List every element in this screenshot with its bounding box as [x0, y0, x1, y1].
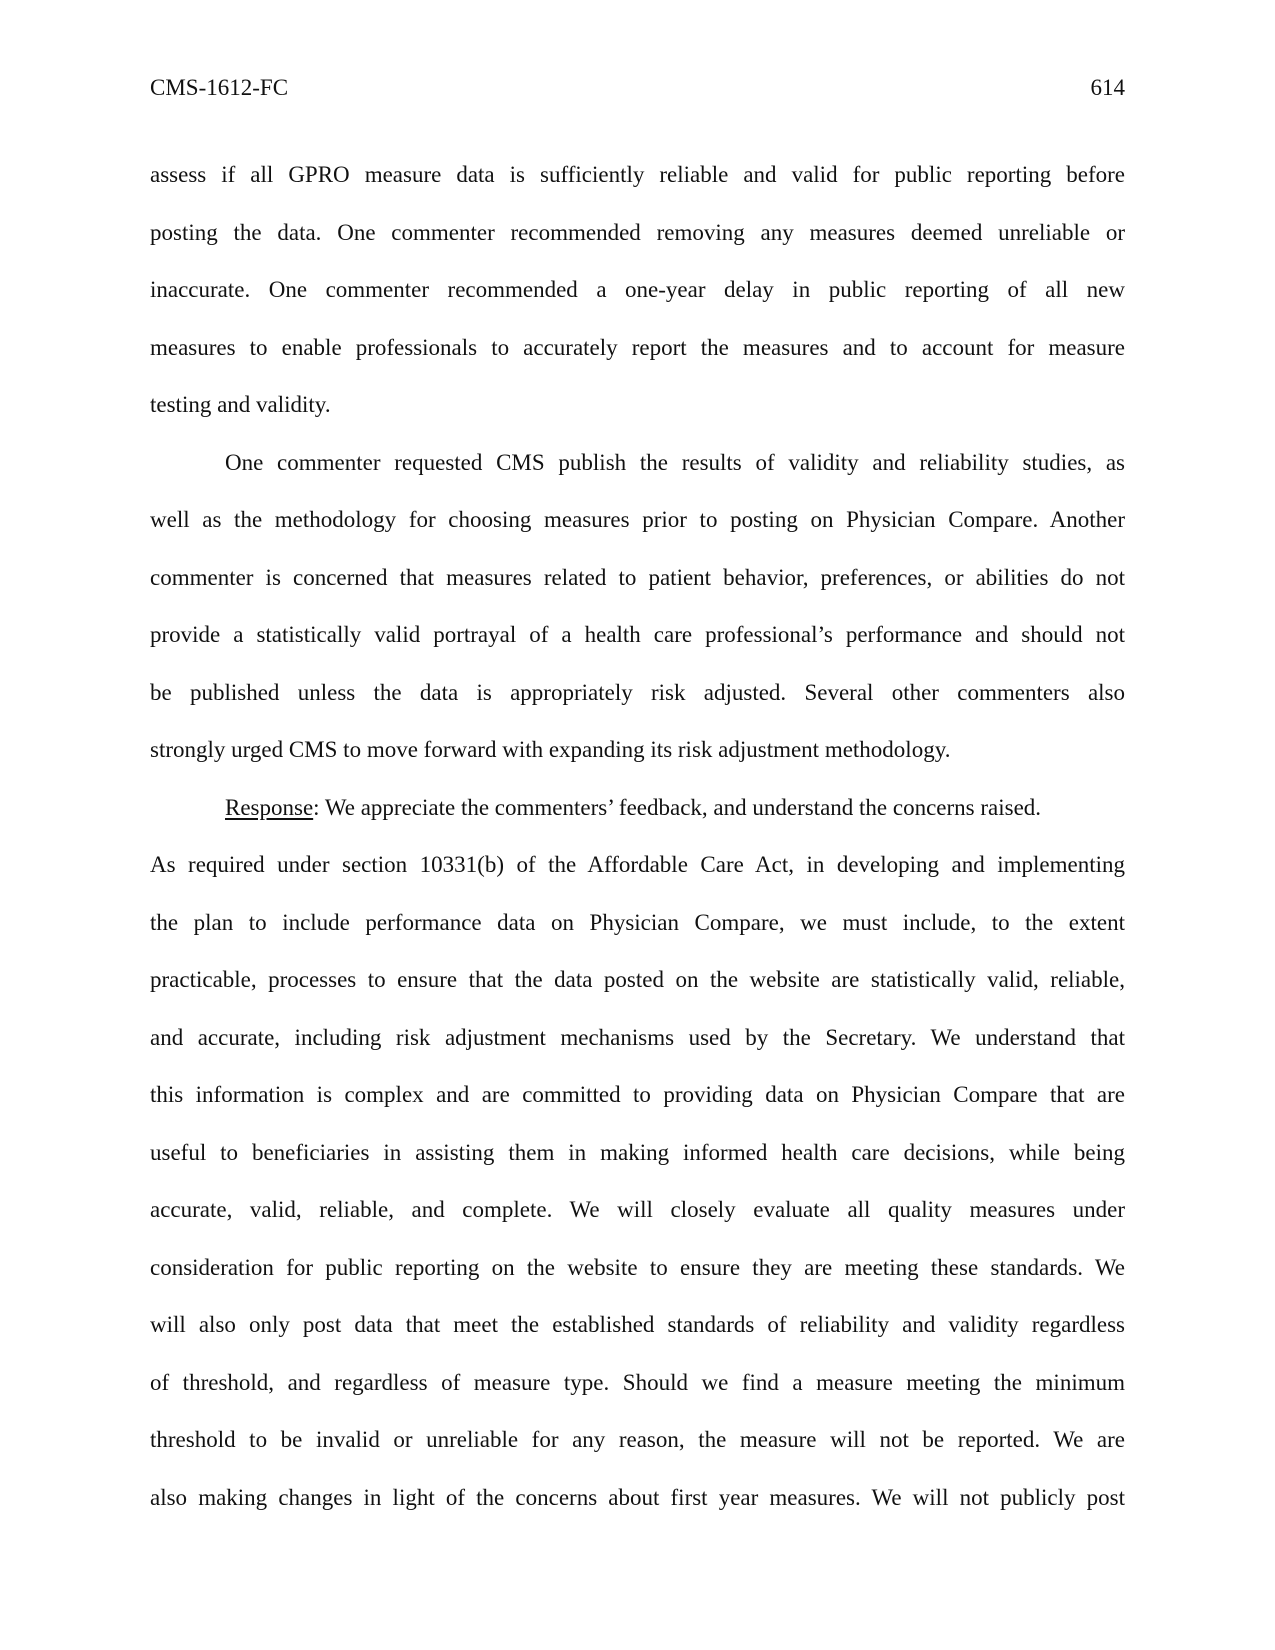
text-line: the plan to include performance data on Physician Compare, we must include, to the extent	[150, 909, 1125, 935]
body-text	[150, 146, 1125, 1526]
text-line: strongly urged CMS to move forward with expanding its risk adjustment methodology.	[150, 737, 951, 762]
text-line: measures to enable professionals to accurately report the measures and to account for measure	[150, 334, 1125, 360]
text-line: testing and validity.	[150, 392, 331, 417]
text-line: provide a statistically valid portrayal of a health care professional’s performance and should not	[150, 622, 1125, 647]
text-line: As required under section 10331(b) of the Affordable Care Act, in developing and implementing	[150, 852, 1125, 877]
text-line: will also only post data that meet the established standards of reliability and validity regardless	[150, 1312, 1125, 1337]
text-line: this information is complex and are committed to providing data on Physician Compare that are	[150, 1082, 1125, 1107]
text-line: well as the methodology for choosing measures prior to posting on Physician Compare. Another	[150, 507, 1125, 532]
text-line: inaccurate. One commenter recommended a one-year delay in public reporting of all new	[150, 277, 1125, 302]
text-line: be published unless the data is appropriately risk adjusted. Several other commenters also	[150, 679, 1125, 705]
text-line: also making changes in light of the concerns about first year measures. We will not publicly post	[150, 1484, 1125, 1510]
response-line-text: : We appreciate the commenters’ feedback, and understand the concerns raised.	[313, 794, 1042, 820]
text-line: One commenter requested CMS publish the results of validity and reliability studies, as	[225, 449, 1125, 475]
text-line: consideration for public reporting on the website to ensure they are meeting these standards. We	[150, 1254, 1125, 1280]
page-number: 614	[1090, 75, 1125, 100]
text-line: and accurate, including risk adjustment mechanisms used by the Secretary. We understand that	[150, 1024, 1125, 1050]
text-line: commenter is concerned that measures related to patient behavior, preferences, or abilities do not	[150, 564, 1125, 590]
response-label: Response	[225, 794, 314, 820]
document-id: CMS-1612-FC	[150, 75, 289, 100]
text-line: posting the data. One commenter recommended removing any measures deemed unreliable or	[150, 219, 1125, 245]
text-line: accurate, valid, reliable, and complete. We will closely evaluate all quality measures under	[150, 1197, 1125, 1222]
text-line: practicable, processes to ensure that the data posted on the website are statistically valid, reliable,	[150, 967, 1125, 992]
text-line: assess if all GPRO measure data is sufficiently reliable and valid for public reporting before	[150, 162, 1125, 187]
text-line	[150, 779, 1125, 837]
text-line: threshold to be invalid or unreliable for any reason, the measure will not be reported. We are	[150, 1427, 1125, 1452]
text-line: useful to beneficiaries in assisting them in making informed health care decisions, while being	[150, 1139, 1125, 1165]
text-line: of threshold, and regardless of measure type. Should we find a measure meeting the minimum	[150, 1369, 1125, 1395]
